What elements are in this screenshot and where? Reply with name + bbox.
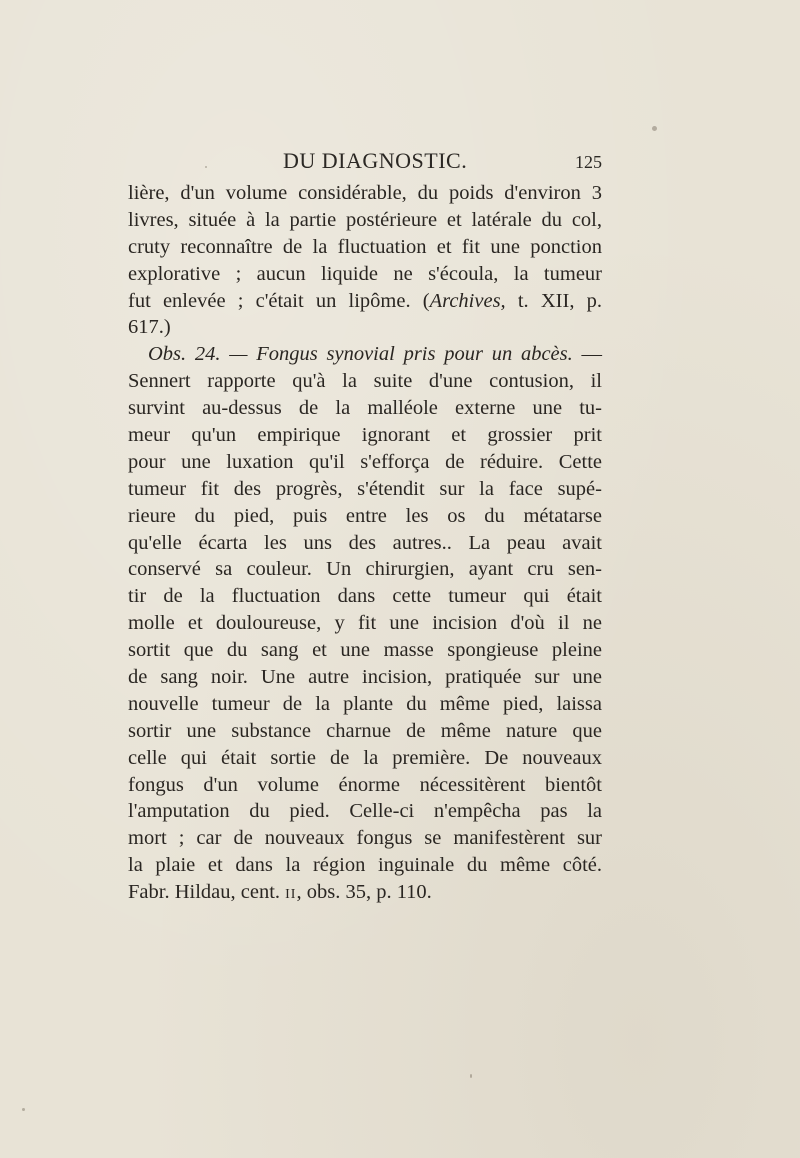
- text-run: —: [572, 343, 602, 366]
- paper-speck: [652, 126, 657, 131]
- citation-line: [128, 879, 602, 906]
- text-line: la plaie et dans la région inguinale du même côté.: [128, 854, 602, 877]
- text-line: conservé sa couleur. Un chirurgien, ayant cru sen-: [128, 558, 602, 581]
- body-text: [128, 180, 602, 906]
- text-line: tir de la fluctuation dans cette tumeur qui était: [128, 585, 602, 608]
- text-line: Sennert rapporte qu'à la suite d'une contusion, il: [128, 370, 602, 393]
- text-line: cruty reconnaître de la fluctuation et fit une ponction: [128, 235, 602, 258]
- text-line: survint au-dessus de la malléole externe une tu-: [128, 397, 602, 420]
- text-line: celle qui était sortie de la première. De nouveaux: [128, 746, 602, 769]
- roman-numeral: II: [285, 887, 297, 903]
- page-header: [128, 148, 602, 178]
- text-run: fut enlevée ; c'était un lipôme. (: [128, 289, 430, 312]
- text-line: sortit que du sang et une masse spongieuse pleine: [128, 639, 602, 662]
- text-line: l'amputation du pied. Celle-ci n'empêcha pas la: [128, 800, 602, 823]
- text-line: [128, 288, 602, 315]
- text-line: explorative ; aucun liquide ne s'écoula, la tumeur: [128, 262, 602, 285]
- observation-title: Obs. 24. — Fongus synovial pris pour un abcès.: [148, 343, 573, 366]
- paper-speck: [470, 1074, 472, 1078]
- text-line: lière, d'un volume considérable, du poids d'environ 3: [128, 182, 602, 204]
- page-number: 125: [575, 152, 602, 172]
- journal-title: Archives,: [429, 289, 506, 312]
- text-line: qu'elle écarta les uns des autres.. La peau avait: [128, 531, 602, 554]
- text-line: de sang noir. Une autre incision, pratiquée sur une: [128, 666, 602, 689]
- text-line: molle et douloureuse, y fit une incision d'où il ne: [128, 612, 602, 635]
- text-line: livres, située à la partie postérieure et latérale du col,: [128, 208, 602, 231]
- text-run: Fabr. Hildau, cent.: [128, 881, 286, 904]
- text-line: sortir une substance charnue de même nature que: [128, 719, 602, 742]
- text-line: fongus d'un volume énorme nécessitèrent bientôt: [128, 773, 602, 796]
- text-line: 617.): [128, 316, 171, 339]
- running-title: DU DIAGNOSTIC.: [283, 148, 468, 173]
- paper-speck: [22, 1108, 25, 1111]
- text-line: mort ; car de nouveaux fongus se manifestèrent sur: [128, 827, 602, 850]
- observation-heading: [128, 341, 602, 368]
- text-line: pour une luxation qu'il s'efforça de réduire. Cette: [128, 450, 602, 473]
- text-run: t. XII, p.: [505, 289, 602, 312]
- text-line: rieure du pied, puis entre les os du métatarse: [128, 504, 602, 527]
- text-line: tumeur fit des progrès, s'étendit sur la face supé-: [128, 477, 602, 500]
- text-line: nouvelle tumeur de la plante du même pied, laissa: [128, 692, 602, 715]
- text-line: meur qu'un empirique ignorant et grossier prit: [128, 424, 602, 447]
- text-run: , obs. 35, p. 110.: [296, 881, 432, 904]
